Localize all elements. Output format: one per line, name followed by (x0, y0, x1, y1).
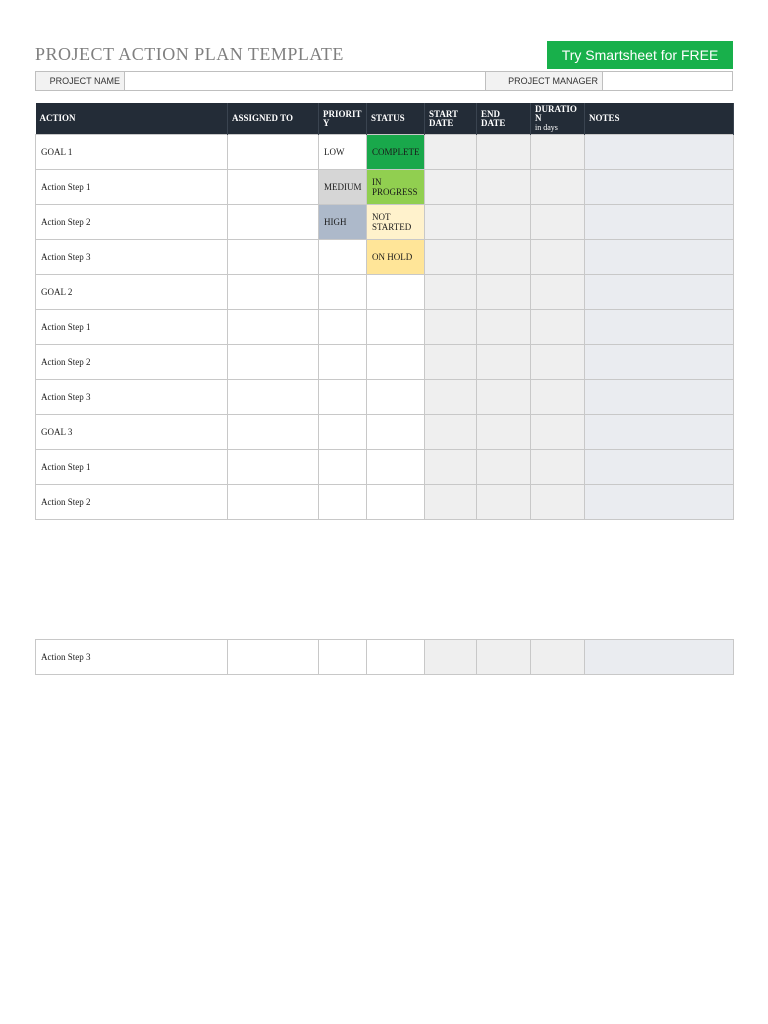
start-date-cell[interactable] (425, 450, 477, 485)
col-duration-sub: in days (535, 123, 558, 132)
project-meta-bar (35, 71, 733, 91)
table-row (36, 380, 734, 415)
duration-cell[interactable] (531, 275, 585, 310)
assigned-to-cell[interactable] (228, 640, 319, 675)
end-date-cell[interactable] (477, 380, 531, 415)
col-end-date: END DATE (477, 103, 531, 135)
assigned-to-cell[interactable] (228, 310, 319, 345)
duration-cell[interactable] (531, 380, 585, 415)
priority-cell[interactable] (319, 485, 367, 520)
status-cell[interactable]: COMPLETE (367, 135, 425, 170)
end-date-cell[interactable] (477, 240, 531, 275)
col-duration-label: DURATIO N (535, 104, 577, 123)
start-date-cell[interactable] (425, 205, 477, 240)
status-cell[interactable]: IN PROGRESS (367, 170, 425, 205)
priority-cell[interactable] (319, 380, 367, 415)
action-cell[interactable]: Action Step 3 (36, 240, 228, 275)
priority-cell[interactable] (319, 345, 367, 380)
notes-cell[interactable] (585, 240, 734, 275)
notes-cell[interactable] (585, 170, 734, 205)
table-row (36, 345, 734, 380)
status-cell[interactable] (367, 380, 425, 415)
status-cell[interactable] (367, 450, 425, 485)
priority-cell[interactable] (319, 310, 367, 345)
priority-cell[interactable] (319, 275, 367, 310)
assigned-to-cell[interactable] (228, 170, 319, 205)
status-cell[interactable] (367, 275, 425, 310)
notes-cell[interactable] (585, 275, 734, 310)
col-priority: PRIORIT Y (319, 103, 367, 135)
status-cell[interactable] (367, 415, 425, 450)
table-row (36, 640, 734, 675)
table-row (36, 240, 734, 275)
action-cell[interactable]: Action Step 2 (36, 205, 228, 240)
end-date-cell[interactable] (477, 450, 531, 485)
end-date-cell[interactable] (477, 275, 531, 310)
end-date-cell[interactable] (477, 485, 531, 520)
priority-cell[interactable] (319, 450, 367, 485)
status-cell[interactable] (367, 485, 425, 520)
assigned-to-cell[interactable] (228, 205, 319, 240)
assigned-to-cell[interactable] (228, 275, 319, 310)
col-start-date: START DATE (425, 103, 477, 135)
duration-cell[interactable] (531, 170, 585, 205)
priority-cell[interactable]: MEDIUM (319, 170, 367, 205)
project-manager-field[interactable] (602, 72, 732, 90)
start-date-cell[interactable] (425, 170, 477, 205)
assigned-to-cell[interactable] (228, 135, 319, 170)
table-header-row (36, 103, 734, 135)
end-date-cell[interactable] (477, 640, 531, 675)
start-date-cell[interactable] (425, 640, 477, 675)
notes-cell[interactable] (585, 205, 734, 240)
project-name-label: PROJECT NAME (36, 72, 124, 90)
notes-cell[interactable] (585, 135, 734, 170)
assigned-to-cell[interactable] (228, 485, 319, 520)
status-cell[interactable]: NOT STARTED (367, 205, 425, 240)
try-smartsheet-button[interactable]: Try Smartsheet for FREE (547, 41, 733, 69)
start-date-cell[interactable] (425, 240, 477, 275)
table-row (36, 310, 734, 345)
duration-cell[interactable] (531, 640, 585, 675)
action-cell[interactable]: Action Step 2 (36, 345, 228, 380)
project-name-field[interactable] (124, 72, 485, 90)
table-row (36, 205, 734, 240)
start-date-cell[interactable] (425, 380, 477, 415)
status-cell[interactable]: ON HOLD (367, 240, 425, 275)
duration-cell[interactable] (531, 450, 585, 485)
start-date-cell[interactable] (425, 135, 477, 170)
table-row (36, 170, 734, 205)
duration-cell[interactable] (531, 485, 585, 520)
action-cell[interactable]: Action Step 3 (36, 380, 228, 415)
table-row (36, 135, 734, 170)
action-cell[interactable]: Action Step 1 (36, 310, 228, 345)
assigned-to-cell[interactable] (228, 415, 319, 450)
action-cell[interactable]: Action Step 3 (36, 640, 228, 675)
assigned-to-cell[interactable] (228, 345, 319, 380)
start-date-cell[interactable] (425, 415, 477, 450)
duration-cell[interactable] (531, 415, 585, 450)
action-cell[interactable]: Action Step 1 (36, 450, 228, 485)
priority-cell[interactable]: LOW (319, 135, 367, 170)
action-cell[interactable]: GOAL 2 (36, 275, 228, 310)
notes-cell[interactable] (585, 380, 734, 415)
priority-cell[interactable]: HIGH (319, 205, 367, 240)
table-row (36, 450, 734, 485)
assigned-to-cell[interactable] (228, 240, 319, 275)
priority-cell[interactable] (319, 640, 367, 675)
col-assigned-to: ASSIGNED TO (228, 103, 319, 135)
duration-cell[interactable] (531, 345, 585, 380)
end-date-cell[interactable] (477, 135, 531, 170)
priority-cell[interactable] (319, 415, 367, 450)
end-date-cell[interactable] (477, 310, 531, 345)
notes-cell[interactable] (585, 345, 734, 380)
col-action: ACTION (36, 103, 228, 135)
notes-cell[interactable] (585, 310, 734, 345)
priority-cell[interactable] (319, 240, 367, 275)
duration-cell[interactable] (531, 310, 585, 345)
action-cell[interactable]: GOAL 1 (36, 135, 228, 170)
start-date-cell[interactable] (425, 485, 477, 520)
end-date-cell[interactable] (477, 345, 531, 380)
end-date-cell[interactable] (477, 170, 531, 205)
notes-cell[interactable] (585, 415, 734, 450)
end-date-cell[interactable] (477, 205, 531, 240)
start-date-cell[interactable] (425, 275, 477, 310)
assigned-to-cell[interactable] (228, 380, 319, 415)
table-row (36, 275, 734, 310)
action-cell[interactable]: Action Step 2 (36, 485, 228, 520)
notes-cell[interactable] (585, 485, 734, 520)
table-row (36, 415, 734, 450)
duration-cell[interactable] (531, 135, 585, 170)
action-cell[interactable]: Action Step 1 (36, 170, 228, 205)
table-row (36, 485, 734, 520)
col-notes: NOTES (585, 103, 734, 135)
project-manager-label: PROJECT MANAGER (485, 72, 602, 90)
duration-cell[interactable] (531, 205, 585, 240)
status-cell[interactable] (367, 310, 425, 345)
assigned-to-cell[interactable] (228, 450, 319, 485)
notes-cell[interactable] (585, 640, 734, 675)
start-date-cell[interactable] (425, 310, 477, 345)
page-title: PROJECT ACTION PLAN TEMPLATE (35, 44, 344, 64)
status-cell[interactable] (367, 345, 425, 380)
action-cell[interactable]: GOAL 3 (36, 415, 228, 450)
action-plan-table-continued (35, 639, 734, 675)
notes-cell[interactable] (585, 450, 734, 485)
action-plan-table (35, 103, 734, 520)
status-cell[interactable] (367, 640, 425, 675)
col-status: STATUS (367, 103, 425, 135)
duration-cell[interactable] (531, 240, 585, 275)
end-date-cell[interactable] (477, 415, 531, 450)
start-date-cell[interactable] (425, 345, 477, 380)
col-duration (531, 103, 585, 135)
